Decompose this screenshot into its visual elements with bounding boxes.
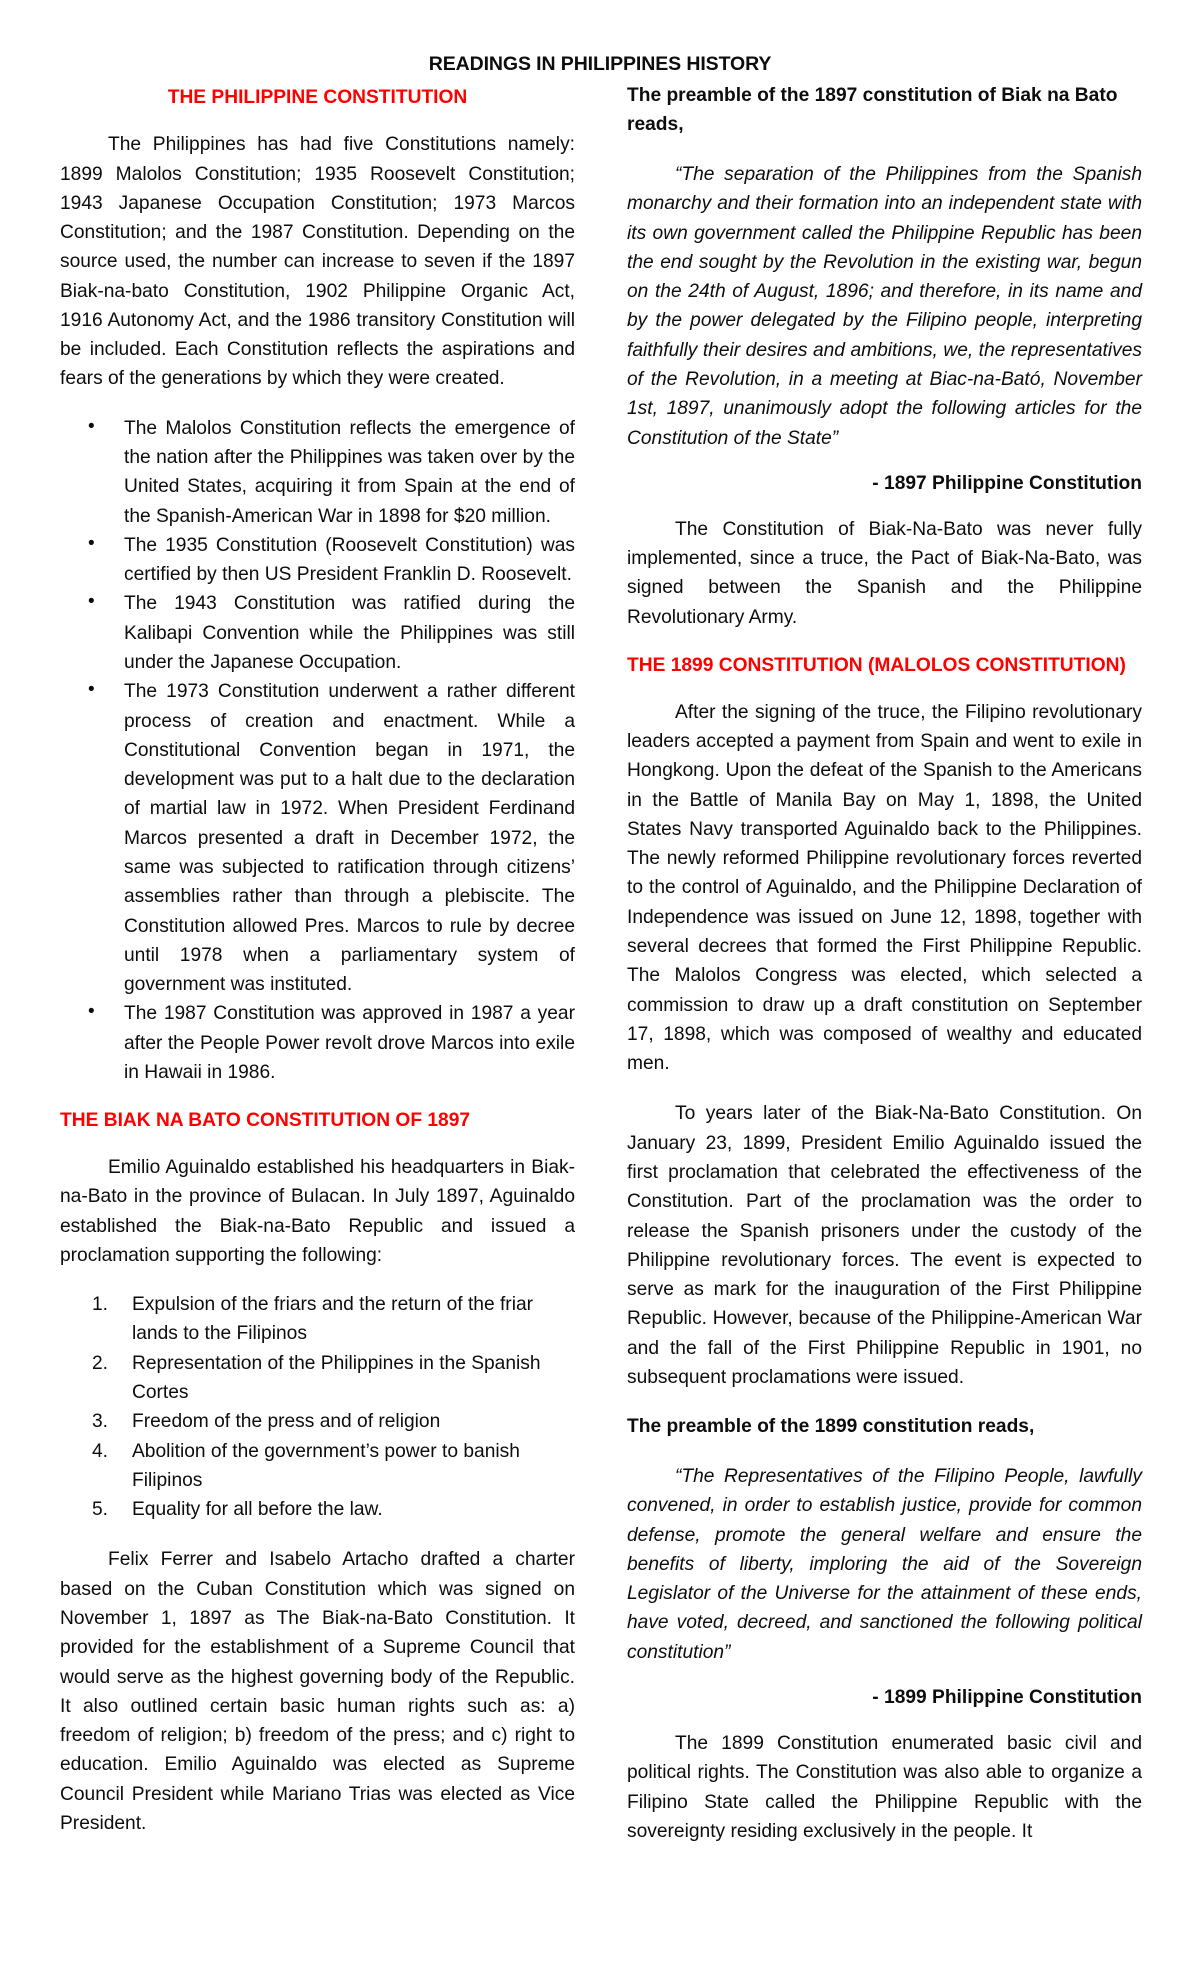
paragraph-closing: The 1899 Constitution enumerated basic civil and political rights. The Constitution was also able to organize a Filipino State called the Philippine Republic with the sovereignty residing exclusively in the people. It <box>627 1732 1142 1842</box>
quote-preamble-1899: “The Representatives of the Filipino People, lawfully convened, in order to establish justice, provide for common defense, promote the general welfare and ensure the benefits of liberty, imploring the aid of the Sovereign Legislator of the Universe for the attainment of these ends, have voted, decreed, and sanctioned the following political constitution” <box>627 1466 1142 1663</box>
subheading-preamble-1897: The preamble of the 1897 constitution of Biak na Bato reads, <box>627 85 1118 136</box>
paragraph-truce: The Constitution of Biak-Na-Bato was never fully implemented, since a truce, the Pact of Biak-Na-Bato, was signed between the Spanish and the Philippine Revolutionary Army. <box>627 518 1142 628</box>
section-heading-malolos-constitution: THE 1899 CONSTITUTION (MALOLOS CONSTITUTION) <box>627 654 1126 676</box>
list-item: Expulsion of the friars and the return of the friar lands to the Filipinos <box>132 1294 534 1345</box>
list-item: Equality for all before the law. <box>132 1499 383 1521</box>
paragraph-malolos-1: After the signing of the truce, the Filipino revolutionary leaders accepted a payment from Spain and went to exile in Hongkong. Upon the defeat of the Spanish to the Americans in the Battle of Manila Bay on May 1, 1898, the United States Navy transported Aguinaldo back to the Philippines. The newly reformed Philippine revolutionary forces reverted to the control of Aguinaldo, and the Philippine Declaration of Independence was issued on June 12, 1898, together with several decrees that formed the First Philippine Republic. The Malolos Congress was elected, which selected a commission to draw up a draft constitution on September 17, 1898, which was composed of wealthy and educated men. <box>627 701 1142 1075</box>
right-column <box>627 82 1142 1846</box>
paragraph-malolos-2: To years later of the Biak-Na-Bato Constitution. On January 23, 1899, President Emilio Aguinaldo issued the first proclamation that celebrated the effectiveness of the Constitution. Part of the proclamation was the order to release the Spanish prisoners under the custody of the Philippine revolutionary forces. The event is expected to serve as mark for the inauguration of the First Philippine Republic. However, because of the Philippine-American War and the fall of the First Philippine Republic in 1901, no subsequent proclamations were issued. <box>627 1103 1142 1388</box>
section-heading-philippine-constitution: THE PHILIPPINE CONSTITUTION <box>167 87 468 109</box>
spacer <box>627 1392 1142 1413</box>
list-item: • The 1943 Constitution was ratified during the Kalibapi Convention while the Philippines was still under the Japanese Occupation. <box>60 589 575 677</box>
list-item: • The 1935 Constitution (Roosevelt Constitution) was certified by then US President Franklin D. Roosevelt. <box>60 531 575 590</box>
paragraph-charter: Felix Ferrer and Isabelo Artacho drafted a charter based on the Cuban Constitution which was signed on November 1, 1897 as The Biak-na-Bato Constitution. It provided for the establishment of a Supreme Council that would serve as the highest governing body of the Republic. It also outlined certain basic human rights such as: a) freedom of religion; b) freedom of the press; and c) right to education. Emilio Aguinaldo was elected as Supreme Council President while Mariano Trias was elected as Vice President. <box>60 1549 575 1834</box>
paragraph-biak-intro: Emilio Aguinaldo established his headquarters in Biak-na-Bato in the province of Bulacan. In July 1897, Aguinaldo established the Biak-na-Bato Republic and issued a proclamation supporting the following: <box>60 1157 575 1266</box>
two-column-body <box>60 82 1140 1846</box>
quote-preamble-1897: “The separation of the Philippines from the Spanish monarchy and their formation into an independent state with its own government called the Philippine Republic has been the end sought by the Revolution in the existing war, begun on the 24th of August, 1896; and therefore, in its name and by the power delegated by the Filipino people, interpreting faithfully their desires and ambitions, we, the representatives of the Revolution, in a meeting at Biac-na-Bató, November 1st, 1897, unanimously adopt the following articles for the Constitution of the State” <box>627 163 1142 449</box>
left-column <box>60 82 575 1838</box>
list-item: Abolition of the government’s power to banish Filipinos <box>132 1440 520 1491</box>
section-heading-biak-na-bato: THE BIAK NA BATO CONSTITUTION OF 1897 <box>60 1110 471 1132</box>
list-item: Freedom of the press and of religion <box>132 1411 441 1433</box>
attribution-1897: - 1897 Philippine Constitution <box>872 472 1142 494</box>
list-item: • The Malolos Constitution reflects the emergence of the nation after the Philippines was taken over by the United States, acquiring it from Spain at the end of the Spanish-American War in 1898 for $20 million. <box>60 414 575 531</box>
document-header-title: READINGS IN PHILIPPINES HISTORY <box>428 53 772 75</box>
subheading-preamble-1899: The preamble of the 1899 constitution reads, <box>627 1416 1035 1438</box>
list-item: • The 1987 Constitution was approved in 1987 a year after the People Power revolt drove Marcos into exile in Hawaii in 1986. <box>60 999 575 1087</box>
proclamation-numbered-list <box>60 1290 575 1524</box>
constitutions-bullet-list <box>60 414 575 1087</box>
paragraph-intro: The Philippines has had five Constitutions namely: 1899 Malolos Constitution; 1935 Roosevelt Constitution; 1943 Japanese Occupation Constitution; 1973 Marcos Constitution; and the 1987 Constitution. Depending on the source used, the number can increase to seven if the 1897 Biak-na-bato Constitution, 1902 Philippine Organic Act, 1916 Autonomy Act, and the 1986 transitory Constitution will be included. Each Constitution reflects the aspirations and fears of the generations by which they were created. <box>60 134 575 390</box>
list-item: • The 1973 Constitution underwent a rather different process of creation and enactment. While a Constitutional Convention began in 1971, the development was put to a halt due to the declaration of martial law in 1972. When President Ferdinand Marcos presented a draft in December 1972, the same was subjected to ratification through citizens’ assemblies rather than through a plebiscite. The Constitution allowed Pres. Marcos to rule by decree until 1978 when a parliamentary system of government was instituted. <box>60 677 575 999</box>
attribution-1899: - 1899 Philippine Constitution <box>872 1686 1142 1708</box>
list-item: Representation of the Philippines in the Spanish Cortes <box>132 1352 541 1404</box>
